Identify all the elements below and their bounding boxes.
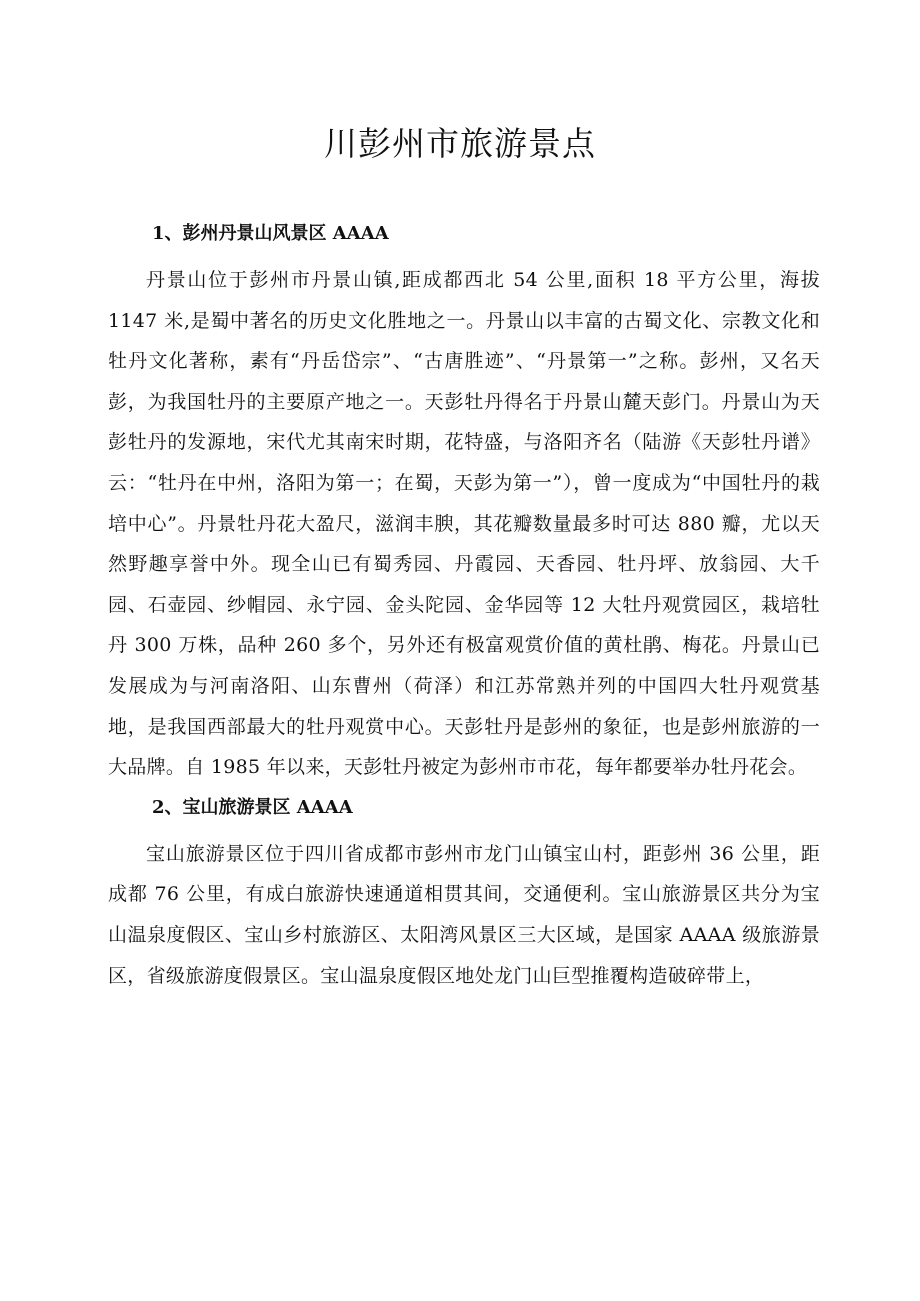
section-heading: 1、彭州丹景山风景区 AAAA [152, 223, 389, 244]
document-body [108, 216, 820, 996]
section-danjingshan [108, 216, 820, 788]
section-heading: 2、宝山旅游景区 AAAA [152, 796, 353, 818]
section-paragraph: 宝山旅游景区位于四川省成都市彭州市龙门山镇宝山村，距彭州 36 公里，距成都 76 公里，有成白旅游快速通道相贯其间，交通便利。宝山旅游景区共分为宝山温泉度假区、宝山乡村旅游区、太阳湾风景区三大区域，是国家 AAAA 级旅游景区，省级旅游度假景区。宝山温泉度假区地处龙门山巨型推覆构造破碎带上， [108, 842, 820, 987]
section-paragraph: 丹景山位于彭州市丹景山镇,距成都西北 54 公里,面积 18 平方公里，海拔 1147 米,是蜀中著名的历史文化胜地之一。丹景山以丰富的古蜀文化、宗教文化和牡丹文化著称，素有“丹岳岱宗”、“古唐胜迹”、“丹景第一”之称。彭州，又名天彭，为我国牡丹的主要原产地之一。天彭牡丹得名于丹景山麓天彭门。丹景山为天彭牡丹的发源地，宋代尤其南宋时期，花特盛，与洛阳齐名（陆游《天彭牡丹谱》云：“牡丹在中州，洛阳为第一；在蜀，天彭为第一”），曾一度成为“中国牡丹的栽培中心”。丹景牡丹花大盈尺，滋润丰腴，其花瓣数量最多时可达 880 瓣，尤以天然野趣享誉中外。现全山已有蜀秀园、丹霞园、天香园、牡丹坪、放翁园、大千园、石壶园、纱帽园、永宁园、金头陀园、金华园等 12 大牡丹观赏园区，栽培牡丹 300 万株，品种 260 多个，另外还有极富观赏价值的黄杜鹃、梅花。丹景山已发展成为与河南洛阳、山东曹州（荷泽）和江苏常熟并列的中国四大牡丹观赏基地，是我国西部最大的牡丹观赏中心。天彭牡丹是彭州的象征，也是彭州旅游的一大品牌。自 1985 年以来，天彭牡丹被定为彭州市市花，每年都要举办牡丹花会。 [108, 269, 820, 779]
page-title: 川彭州市旅游景点 [324, 124, 596, 163]
section-baoshan [108, 790, 820, 996]
